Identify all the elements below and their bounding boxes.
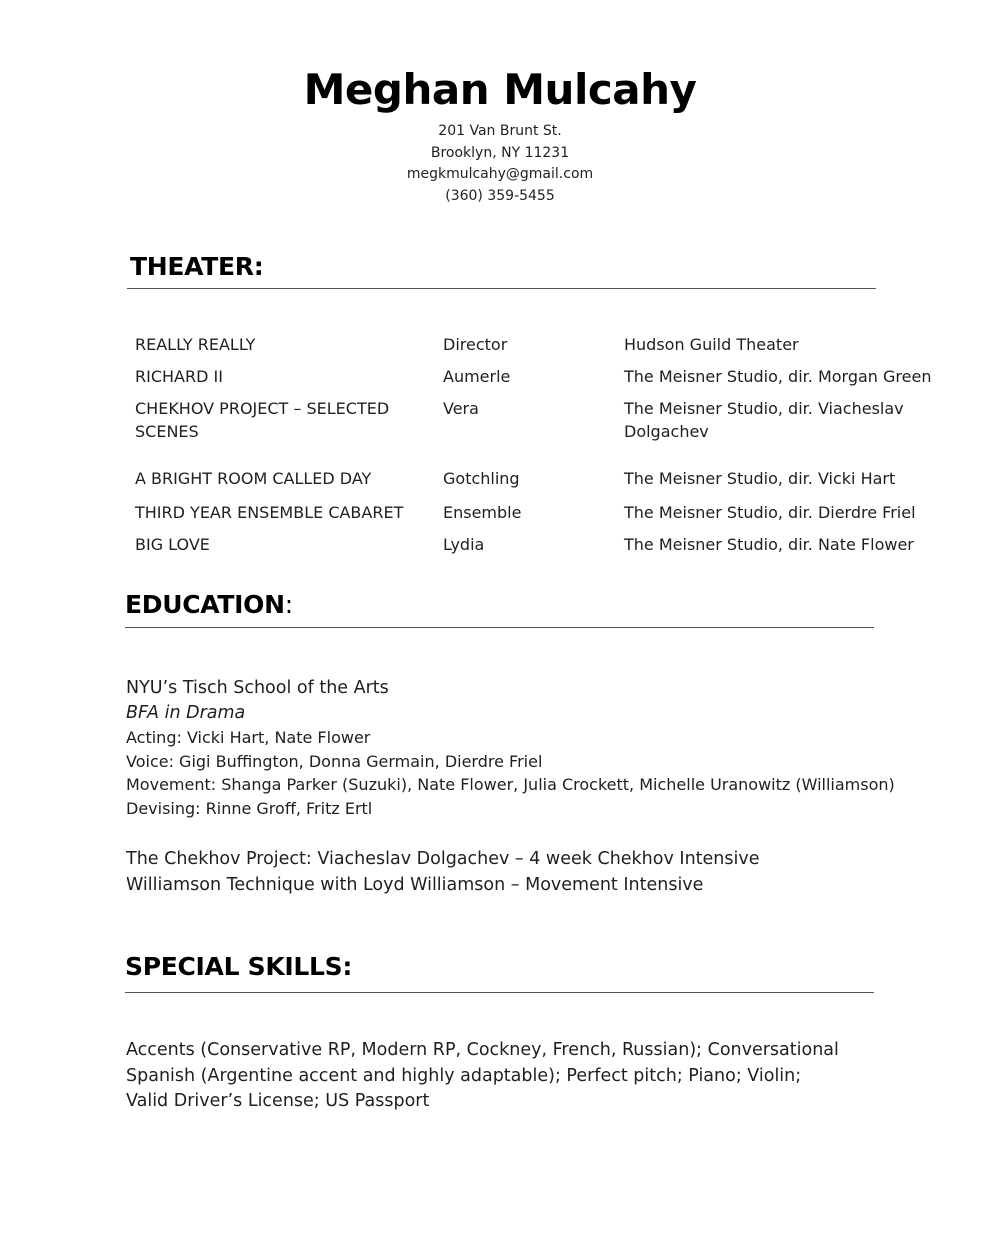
- company: Hudson Guild Theater: [624, 335, 799, 354]
- role: Lydia: [443, 535, 485, 554]
- skills-heading: SPECIAL SKILLS:: [125, 952, 353, 981]
- company: The Meisner Studio, dir. Viacheslav Dolgachev: [624, 399, 904, 441]
- role: Aumerle: [443, 367, 511, 386]
- role: Ensemble: [443, 503, 522, 522]
- theater-heading: THEATER:: [130, 252, 264, 281]
- education-primary: [126, 676, 926, 820]
- resume-name: Meghan Mulcahy: [303, 65, 697, 114]
- education-heading: [125, 589, 293, 621]
- degree: BFA in Drama: [126, 703, 246, 723]
- production-title: RICHARD II: [135, 367, 223, 386]
- education-heading-colon: :: [284, 590, 293, 619]
- email: megkmulcahy@gmail.com: [406, 166, 594, 182]
- production-title: A BRIGHT ROOM CALLED DAY: [135, 469, 372, 488]
- production-title: THIRD YEAR ENSEMBLE CABARET: [135, 503, 404, 522]
- skills-divider: [125, 992, 874, 993]
- voice-teachers: Voice: Gigi Buffington, Donna Germain, Dierdre Friel: [126, 751, 543, 771]
- theater-divider: [127, 288, 876, 289]
- address-line-2: Brooklyn, NY 11231: [430, 144, 570, 161]
- role: Vera: [443, 399, 479, 418]
- production-title: CHEKHOV PROJECT – SELECTED SCENES: [135, 399, 390, 441]
- role: Gotchling: [443, 469, 520, 488]
- company: The Meisner Studio, dir. Vicki Hart: [624, 469, 896, 488]
- skills-text: Accents (Conservative RP, Modern RP, Cockney, French, Russian); Conversational Spanish (Argentine accent and highly adaptable); Perfect pitch; Piano; Violin; Valid Driver’s License; US Passport: [126, 1040, 839, 1111]
- williamson-intensive: Williamson Technique with Loyd Williamson – Movement Intensive: [126, 875, 704, 895]
- acting-teachers: Acting: Vicki Hart, Nate Flower: [126, 728, 371, 747]
- company: The Meisner Studio, dir. Morgan Green: [624, 367, 932, 386]
- devising-teachers: Devising: Rinne Groff, Fritz Ertl: [126, 798, 373, 818]
- education-additional: [126, 846, 926, 898]
- phone: (360) 359-5455: [445, 187, 555, 204]
- education-divider: [125, 627, 874, 628]
- movement-teachers: Movement: Shanga Parker (Suzuki), Nate Flower, Julia Crockett, Michelle Uranowitz (Williamson): [126, 775, 895, 794]
- production-title: BIG LOVE: [135, 535, 210, 554]
- production-title: REALLY REALLY: [135, 335, 256, 354]
- role: Director: [443, 335, 508, 354]
- company: The Meisner Studio, dir. Nate Flower: [624, 535, 914, 554]
- education-heading-text: EDUCATION: [125, 590, 285, 619]
- contact-block: [0, 121, 1000, 207]
- chekhov-intensive: The Chekhov Project: Viacheslav Dolgachev – 4 week Chekhov Intensive: [126, 849, 760, 869]
- company: The Meisner Studio, dir. Dierdre Friel: [624, 503, 916, 522]
- address-line-1: 201 Van Brunt St.: [438, 123, 562, 139]
- school-name: NYU’s Tisch School of the Arts: [126, 678, 389, 698]
